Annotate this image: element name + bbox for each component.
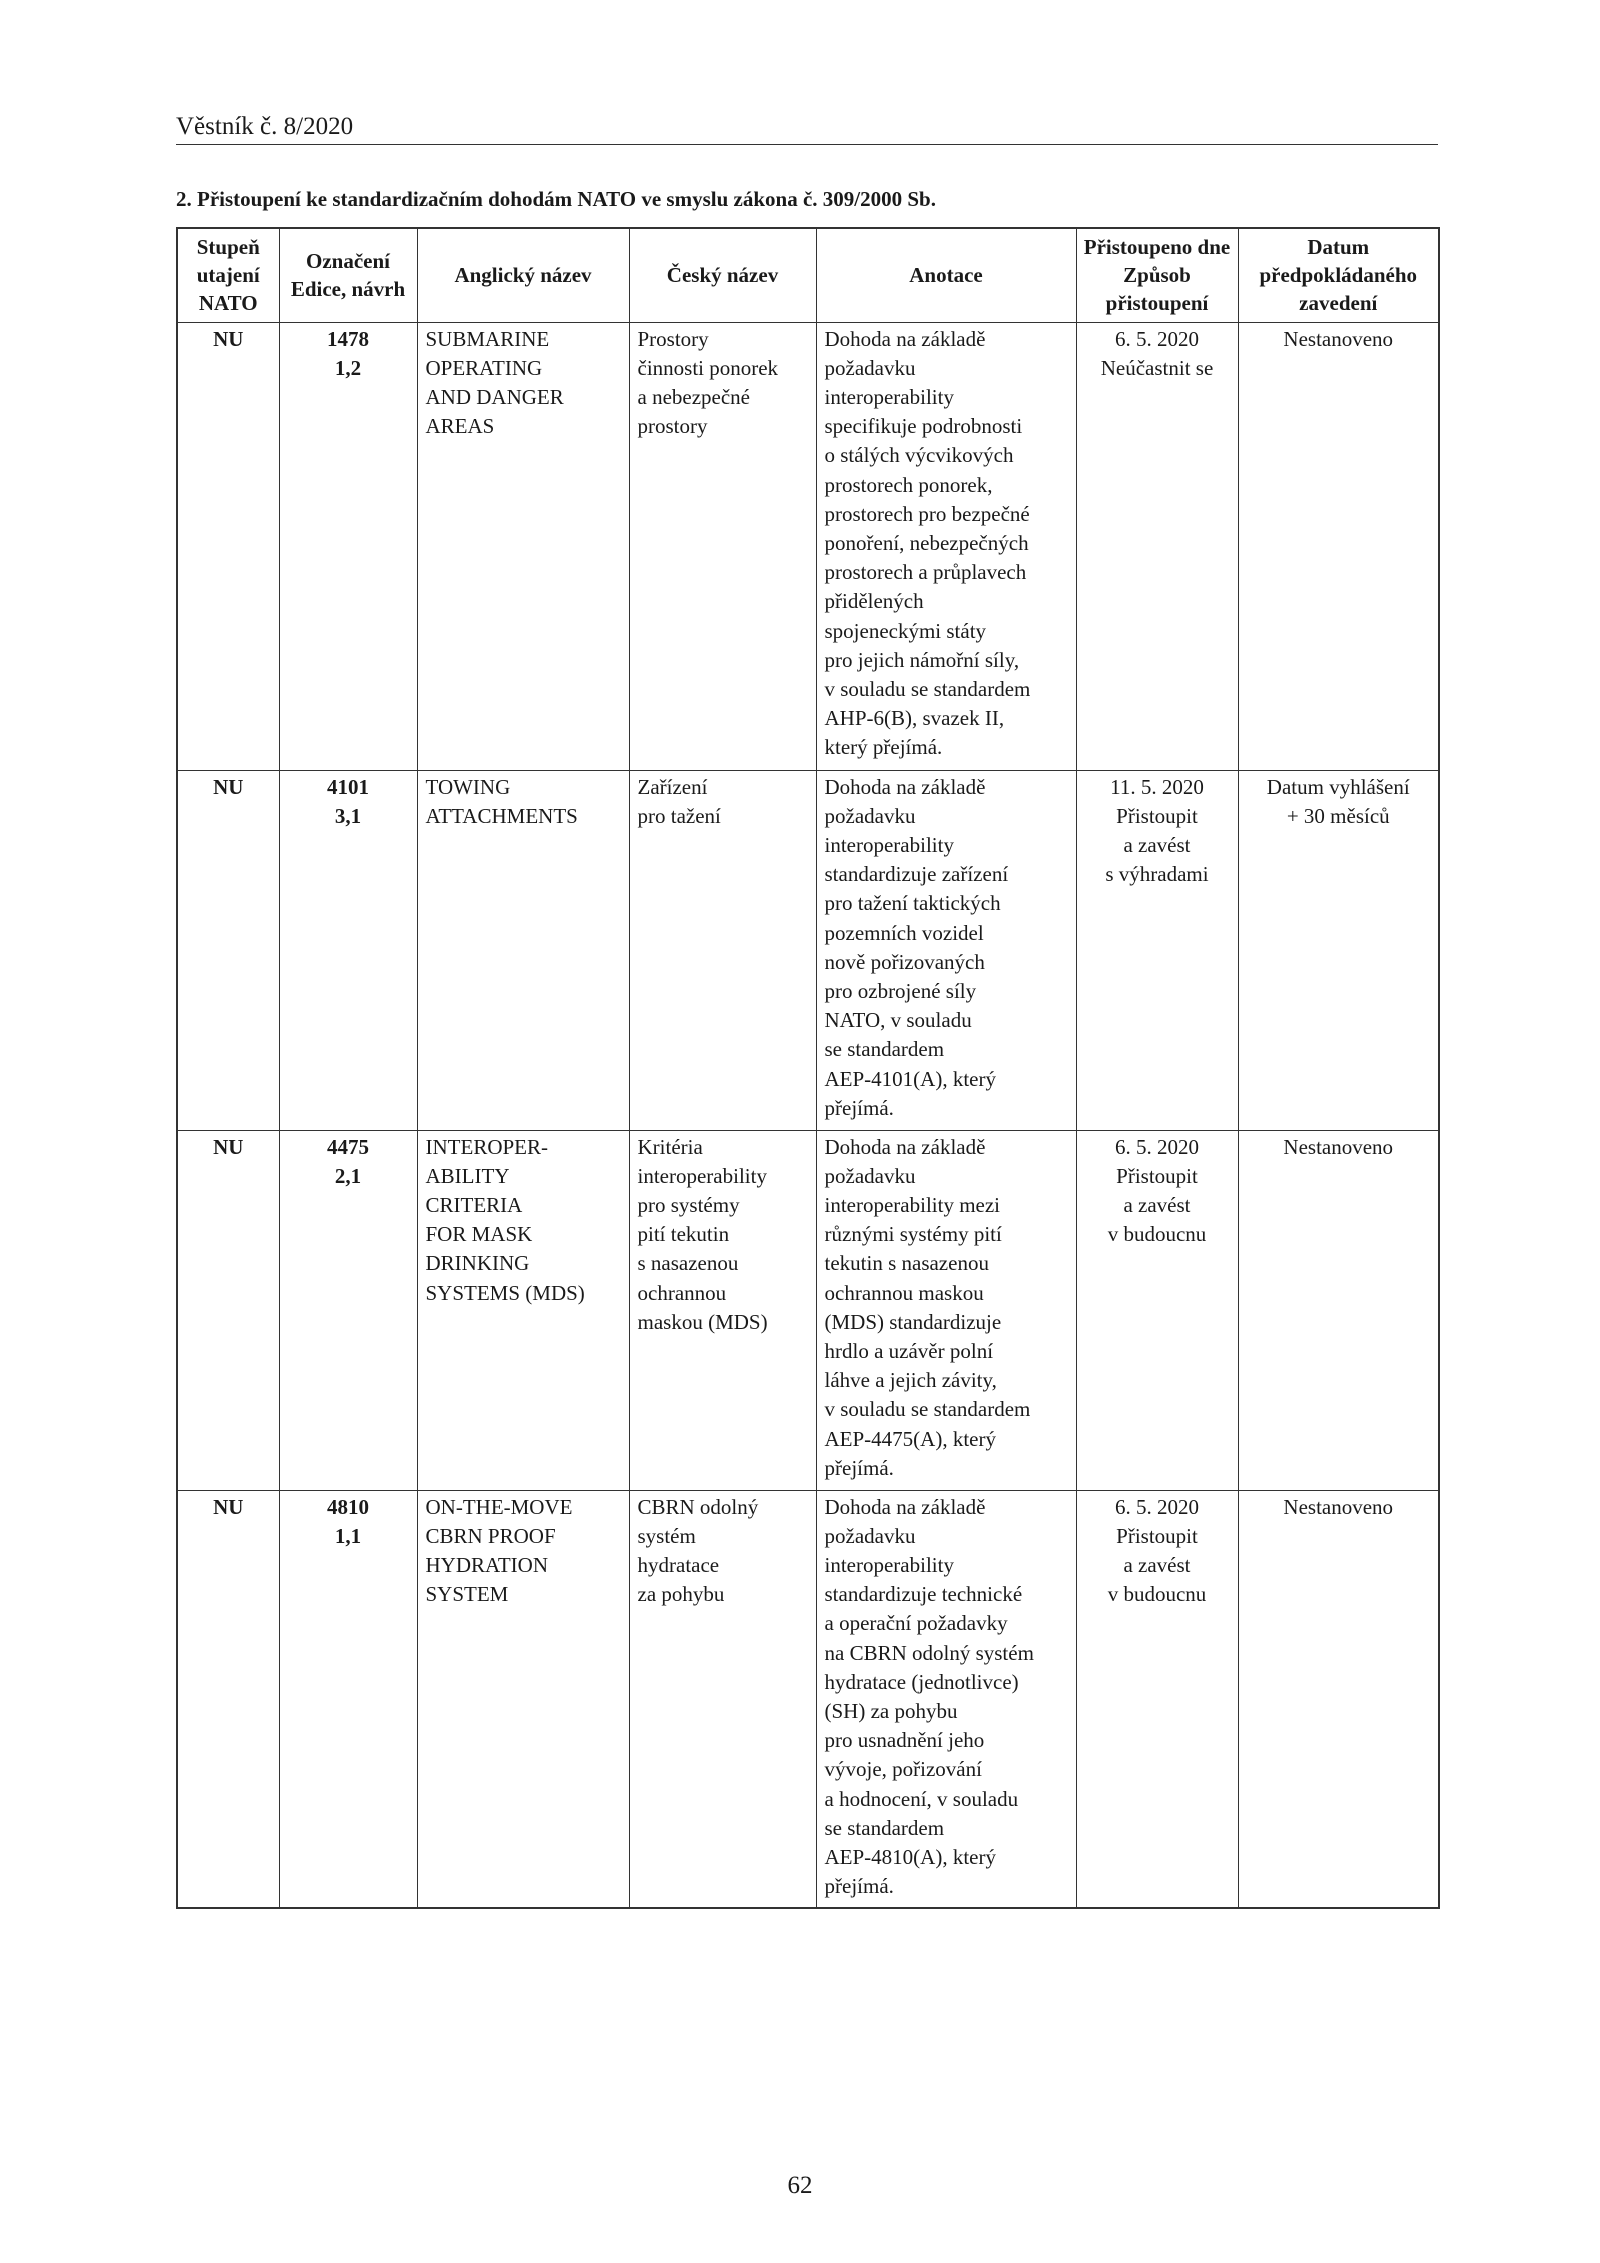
english-name-cell: SUBMARINE OPERATING AND DANGER AREAS [417, 322, 629, 770]
col-header-classification: Stupeň utajení NATO [177, 228, 279, 322]
czech-name-cell: Zařízení pro tažení [629, 770, 816, 1130]
classification-cell: NU [177, 1490, 279, 1908]
col-header-english-name: Anglický název [417, 228, 629, 322]
designation-cell: 4475 2,1 [279, 1130, 417, 1490]
annotation-cell: Dohoda na základě požadavku interoperability standardizuje zařízení pro tažení taktických pozemních vozidel nově pořizovaných pro ozbrojené síly NATO, v souladu se standardem AEP-4101(A), který přejímá. [816, 770, 1076, 1130]
annotation-cell: Dohoda na základě požadavku interoperability specifikuje podrobnosti o stálých výcvikových prostorech ponorek, prostorech pro bezpečné ponoření, nebezpečných prostorech a průplavech přidělených spojeneckými státy pro jejich námořní síly, v souladu se standardem AHP-6(B), svazek II, který přejímá. [816, 322, 1076, 770]
page-number: 62 [787, 2172, 813, 2199]
table-row [177, 1490, 1439, 1908]
col-header-annotation: Anotace [816, 228, 1076, 322]
table-row [177, 322, 1439, 770]
col-header-implementation: Datum předpokládaného zavedení [1238, 228, 1439, 322]
accession-cell: 6. 5. 2020 Přistoupit a zavést v budoucnu [1076, 1490, 1238, 1908]
accession-cell: 6. 5. 2020 Přistoupit a zavést v budoucnu [1076, 1130, 1238, 1490]
czech-name-cell: Kritéria interoperability pro systémy pití tekutin s nasazenou ochrannou maskou (MDS) [629, 1130, 816, 1490]
designation-cell: 4101 3,1 [279, 770, 417, 1130]
annotation-cell: Dohoda na základě požadavku interoperability standardizuje technické a operační požadavky na CBRN odolný systém hydratace (jednotlivce) (SH) za pohybu pro usnadnění jeho vývoje, pořizování a hodnocení, v souladu se standardem AEP-4810(A), který přejímá. [816, 1490, 1076, 1908]
classification-cell: NU [177, 770, 279, 1130]
standards-table [176, 227, 1440, 1909]
table-row [177, 1130, 1439, 1490]
section-title: 2. Přistoupení ke standardizačním dohodám NATO ve smyslu zákona č. 309/2000 Sb. [176, 187, 936, 211]
accession-cell: 6. 5. 2020 Neúčastnit se [1076, 322, 1238, 770]
designation-cell: 1478 1,2 [279, 322, 417, 770]
classification-cell: NU [177, 1130, 279, 1490]
implementation-cell: Nestanoveno [1238, 1490, 1439, 1908]
implementation-cell: Nestanoveno [1238, 1130, 1439, 1490]
col-header-czech-name: Český název [629, 228, 816, 322]
english-name-cell: TOWING ATTACHMENTS [417, 770, 629, 1130]
implementation-cell: Datum vyhlášení + 30 měsíců [1238, 770, 1439, 1130]
journal-header [176, 112, 1438, 145]
czech-name-cell: CBRN odolný systém hydratace za pohybu [629, 1490, 816, 1908]
english-name-cell: INTEROPER- ABILITY CRITERIA FOR MASK DRINKING SYSTEMS (MDS) [417, 1130, 629, 1490]
designation-cell: 4810 1,1 [279, 1490, 417, 1908]
col-header-accession: Přistoupeno dne Způsob přistoupení [1076, 228, 1238, 322]
table-header-row [177, 228, 1439, 322]
accession-cell: 11. 5. 2020 Přistoupit a zavést s výhradami [1076, 770, 1238, 1130]
czech-name-cell: Prostory činnosti ponorek a nebezpečné prostory [629, 322, 816, 770]
table-row [177, 770, 1439, 1130]
journal-title: Věstník č. 8/2020 [176, 113, 354, 140]
col-header-designation: Označení Edice, návrh [279, 228, 417, 322]
annotation-cell: Dohoda na základě požadavku interoperability mezi různými systémy pití tekutin s nasazenou ochrannou maskou (MDS) standardizuje hrdlo a uzávěr polní láhve a jejich závity, v souladu se standardem AEP-4475(A), který přejímá. [816, 1130, 1076, 1490]
classification-cell: NU [177, 322, 279, 770]
implementation-cell: Nestanoveno [1238, 322, 1439, 770]
english-name-cell: ON-THE-MOVE CBRN PROOF HYDRATION SYSTEM [417, 1490, 629, 1908]
